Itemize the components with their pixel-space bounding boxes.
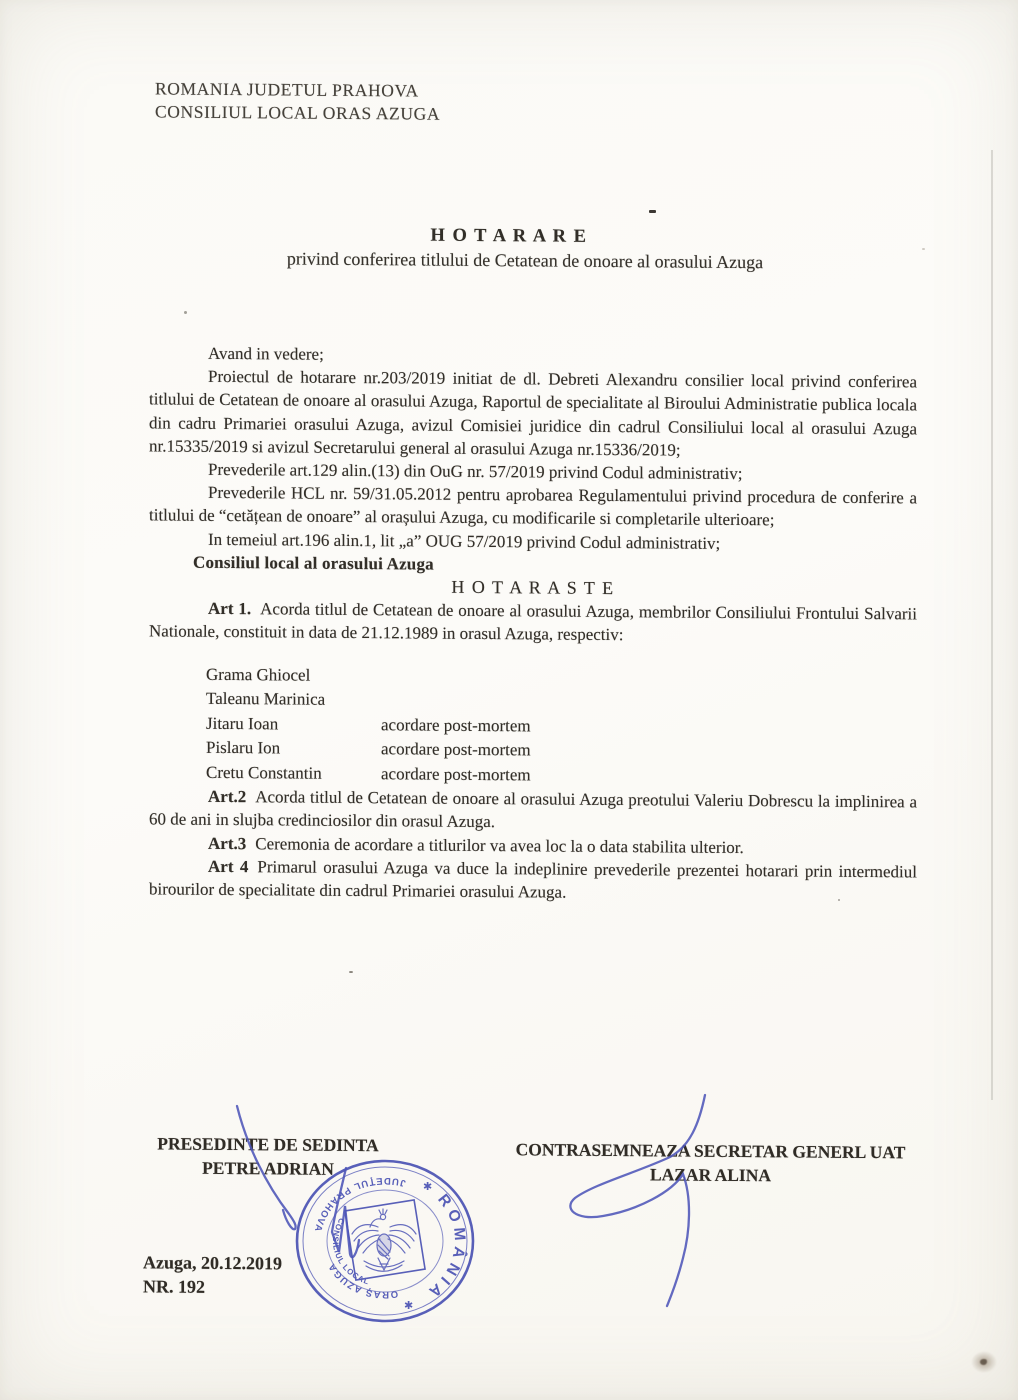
ink-speck — [922, 248, 925, 250]
article-3-label: Art.3 — [208, 833, 247, 853]
stamp-country-text: ROMÂNIA — [421, 1191, 469, 1304]
issue-number: NR. 192 — [143, 1275, 205, 1297]
issue-block — [143, 1251, 282, 1299]
secretary-signature-block — [488, 1137, 933, 1188]
doc-body — [149, 341, 917, 906]
preamble-intro: Avand in vedere; — [208, 343, 324, 364]
article-1-text: Acorda titlul de Cetatean de onoare al orasului Azuga, membrilor Consiliului Frontului Salvarii Nationale, constituit in data de 21.12.1989 in orasul Azuga, respectiv: — [149, 599, 918, 645]
letterhead-line1: ROMANIA JUDETUL PRAHOVA — [155, 78, 419, 101]
article-2-text: Acorda titlul de Cetatean de onoare al orasului Azuga preotului Valeriu Dobrescu la implinirea a 60 de ani in slujba credinciosilor din orasul Azuga. — [149, 787, 917, 832]
decree-word: H O T A R A S T E — [451, 576, 615, 599]
preamble-p3: Prevederile HCL nr. 59/31.05.2012 pentru aprobarea Regulamentului privind procedura de conferire a titlului de “cetățean de onoare” al orașului Azuga, cu modificarile si completarile ulterioare; — [149, 483, 917, 530]
letterhead-line2: CONSILIUL LOCAL ORAS AZUGA — [155, 101, 441, 124]
article-2 — [149, 785, 917, 837]
stamp-star-bottom: ✱ — [404, 1300, 414, 1312]
corner-smudge-core — [980, 1359, 987, 1365]
article-4-label: Art 4 — [208, 856, 249, 876]
doc-title: H O T A R A R E — [430, 225, 588, 247]
article-3-text: Ceremonia de acordare a titlurilor va avea loc la o data stabilita ulterior. — [255, 833, 744, 857]
svg-text:JUDEŢUL PRAHOVA — [312, 1175, 407, 1234]
secretary-title: CONTRASEMNEAZA SECRETAR GENERL UAT — [515, 1139, 906, 1163]
preamble-p1: Proiectul de hotarare nr.203/2019 initiat de dl. Debreti Alexandru consilier local privind conferirea titlului de Cetatean de onoare al orasului Azuga, Raportul de specialitate al Biroului Administratie publica locala din cadru Primariei orasului Azuga, avizul Comisiei juridice din cadrul Consiliului local al orasului Azuga nr.15335/2019 si avizul Secretarului general al orasului Azuga nr.15336/2019; — [149, 367, 917, 460]
honoree-note: acordare post-mortem — [381, 739, 531, 760]
preamble-p2: Prevederile art.129 alin.(13) din OuG nr. 57/2019 privind Codul administrativ; — [208, 459, 743, 484]
stamp-council-text: CONSILIUL LOCAL — [330, 1216, 371, 1287]
ink-speck — [349, 971, 353, 973]
doc-subtitle: privind conferirea titlului de Cetatean de onoare al orasului Azuga — [286, 248, 764, 273]
honoree-name: Grama Ghiocel — [206, 664, 311, 685]
title-block — [0, 222, 1018, 275]
secretary-name: LAZAR ALINA — [649, 1164, 772, 1186]
issue-place-date: Azuga, 20.12.2019 — [143, 1252, 282, 1274]
president-title: PRESEDINTE DE SEDINTA — [157, 1133, 379, 1156]
scan-line-artifact — [991, 150, 993, 1100]
article-1-label: Art 1. — [208, 599, 252, 619]
stamp-town-text: ORAŞ AZUGA — [326, 1260, 399, 1301]
article-4 — [149, 854, 917, 906]
honoree-name: Cretu Constantin — [206, 762, 322, 783]
legal-basis: In temeiul art.196 alin.1, lit „a” OUG 57/2019 privind Codul administrativ; — [208, 529, 721, 553]
honoree-note: acordare post-mortem — [381, 763, 531, 785]
honoree-name: Jitaru Ioan — [206, 713, 279, 734]
article-4-text: Primarul orasului Azuga va duce la indeplinire prevederile prezentei hotarari prin intermediul birourilor de specialitate din cadrul Primariei orasului Azuga. — [149, 856, 918, 902]
stamp-star-top: ✱ — [423, 1181, 433, 1193]
honoree-note: acordare post-mortem — [381, 714, 531, 736]
stray-pen-mark — [649, 210, 656, 213]
president-name: PETRE ADRIAN — [202, 1157, 334, 1179]
honorees-list — [149, 662, 917, 791]
honoree-name: Taleanu Marinica — [206, 688, 326, 709]
corner-smudge — [971, 1351, 997, 1373]
ink-speck — [838, 899, 840, 901]
official-round-stamp — [291, 1157, 480, 1327]
article-1 — [149, 597, 917, 649]
coat-of-arms-eagle — [352, 1209, 416, 1271]
honoree-name: Pislaru Ion — [206, 737, 281, 758]
ink-speck — [184, 311, 187, 314]
stamp-county-text: JUDEŢUL PRAHOVA — [311, 1174, 407, 1234]
letterhead — [155, 77, 440, 125]
article-2-label: Art.2 — [208, 786, 247, 807]
council-line: Consiliul local al orasului Azuga — [193, 552, 434, 574]
